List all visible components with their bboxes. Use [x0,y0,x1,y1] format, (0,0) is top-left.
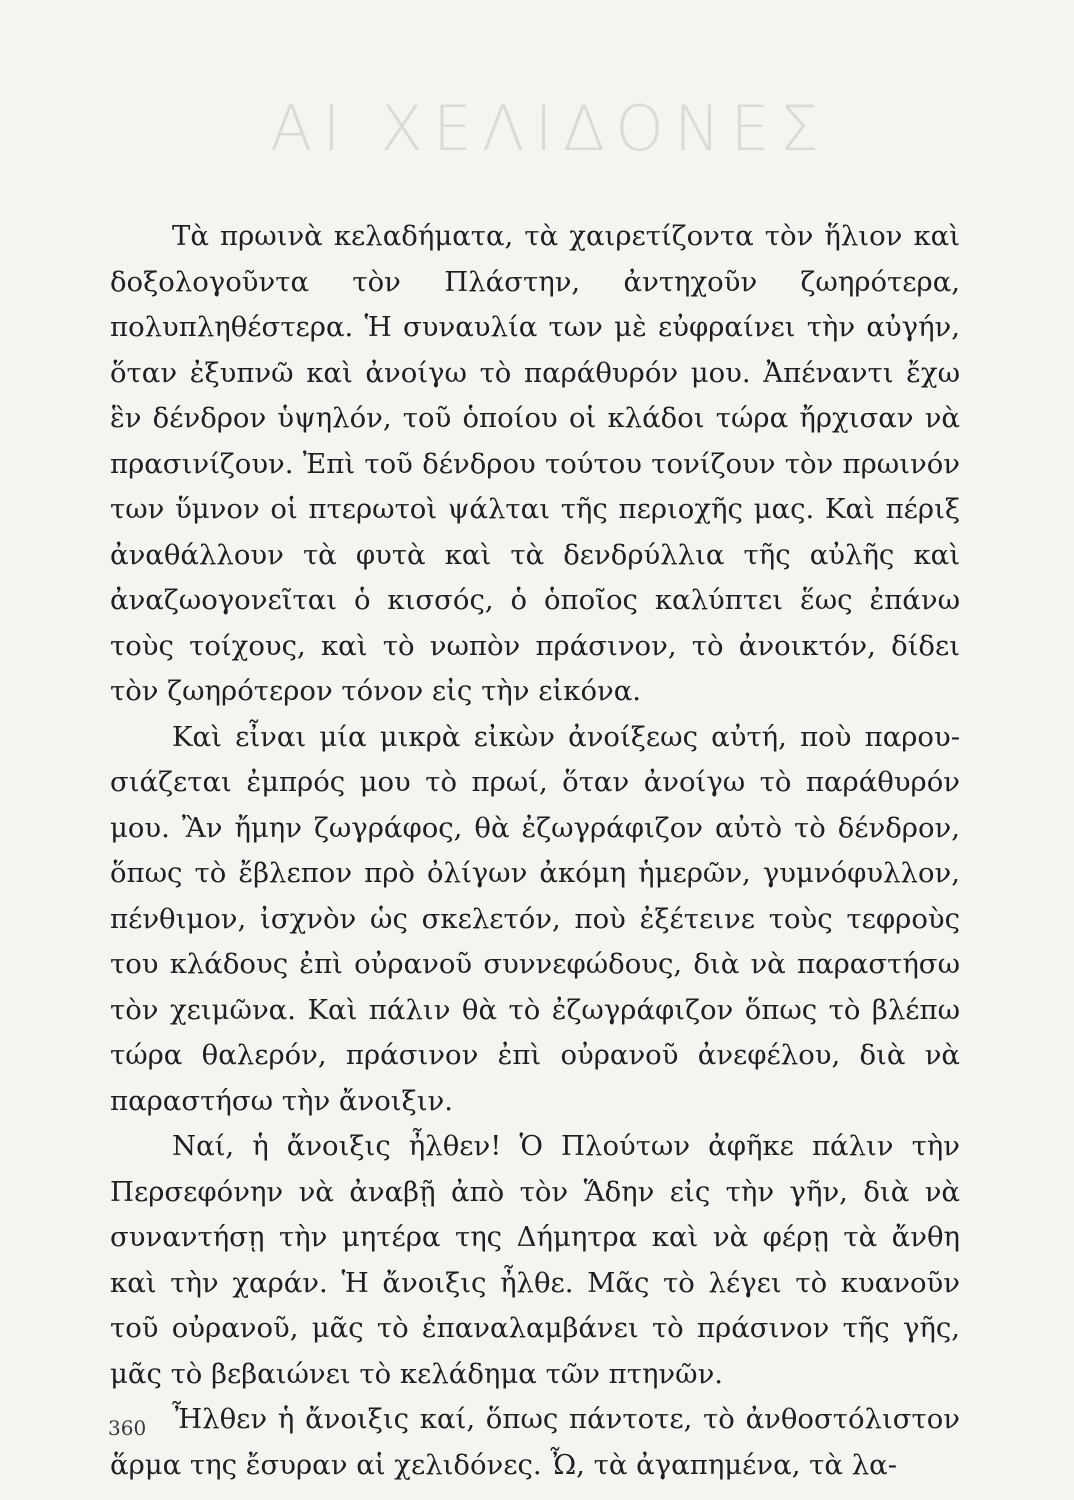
paragraph-4: Ἦλθεν ἡ ἄνοιξις καί, ὅπως πάντοτε, τὸ ἀνθοστόλιστον ἅρμα της ἔσυραν αἱ χελιδόνες. Ὦ, τὰ ἀγαπημένα, τὰ λα- [110,1403,960,1481]
paragraph-2: Καὶ εἶναι μία μικρὰ εἰκὼν ἀνοίξεως αὐτή, ποὺ παρουσιάζεται ἐμπρός μου τὸ πρωί, ὅταν ἀνοίγω τὸ παράθυρόν μου. Ἂν ἤμην ζωγράφος, θὰ ἐζωγράφιζον αὐτὸ τὸ δένδρον, ὅπως τὸ ἔβλεπον πρὸ ὀλίγων ἀκόμη ἡμερῶν, γυμνόφυλλον, πένθιμον, ἰσχνὸν ὡς σκελετόν, ποὺ ἐξέτεινε τοὺς τεφροὺς του κλάδους ἐπὶ οὐρανοῦ συννεφώδους, διὰ νὰ παραστήσω τὸν χειμῶνα. Καὶ πάλιν θὰ τὸ ἐζωγράφιζον ὅπως τὸ βλέπω τώρα θαλερόν, πράσινον ἐπὶ οὐρανοῦ ἀνεφέλου, διὰ νὰ παραστήσω τὴν ἄνοιξιν. [110,720,960,1117]
chapter-title: ΑΙ ΧΕΛΙΔΟΝΕΣ [270,92,829,165]
paragraph-1: Τὰ πρωινὰ κελαδήματα, τὰ χαιρετίζοντα τὸν ἥλιον καὶ δοξολογοῦντα τὸν Πλάστην, ἀντηχοῦν ζωηρότερα, πολυπληθέστερα. Ἡ συναυλία των μὲ εὐφραίνει τὴν αὐγήν, ὅταν ἐξυπνῶ καὶ ἀνοίγω τὸ παράθυρόν μου. Ἀπέναντι ἔχω ἓν δένδρον ὑψηλόν, τοῦ ὁποίου οἱ κλάδοι τώρα ἤρχισαν νὰ πρασινίζουν. Ἐπὶ τοῦ δένδρου τούτου τονίζουν τὸν πρωινόν των ὕμνον οἱ πτερωτοὶ ψάλται τῆς περιοχῆς μας. Καὶ πέριξ ἀναθάλλουν τὰ φυτὰ καὶ τὰ δενδρύλλια τῆς αὐλῆς καὶ ἀναζωογονεῖται ὁ κισσός, ὁ ὁποῖος καλύπτει ἕως ἐπάνω τοὺς τοίχους, καὶ τὸ νωπὸν πράσινον, τὸ ἀνοικτόν, δίδει τὸν ζωηρότερον τόνον εἰς τὴν εἰκόνα. [110,220,960,707]
body-text [110,214,960,1488]
page-number: 360 [108,1416,147,1440]
paragraph-3: Ναί, ἡ ἄνοιξις ἦλθεν! Ὁ Πλούτων ἀφῆκε πάλιν τὴν Περσεφόνην νὰ ἀναβῇ ἀπὸ τὸν Ἅδην εἰς τὴν γῆν, διὰ νὰ συναντήσῃ τὴν μητέρα της Δήμητρα καὶ νὰ φέρῃ τὰ ἄνθη καὶ τὴν χαράν. Ἡ ἄνοιξις ἦλθε. Μᾶς τὸ λέγει τὸ κυανοῦν τοῦ οὐρανοῦ, μᾶς τὸ ἐπαναλαμβάνει τὸ πράσινον τῆς γῆς, μᾶς τὸ βεβαιώνει τὸ κελάδημα τῶν πτηνῶν. [110,1130,960,1390]
